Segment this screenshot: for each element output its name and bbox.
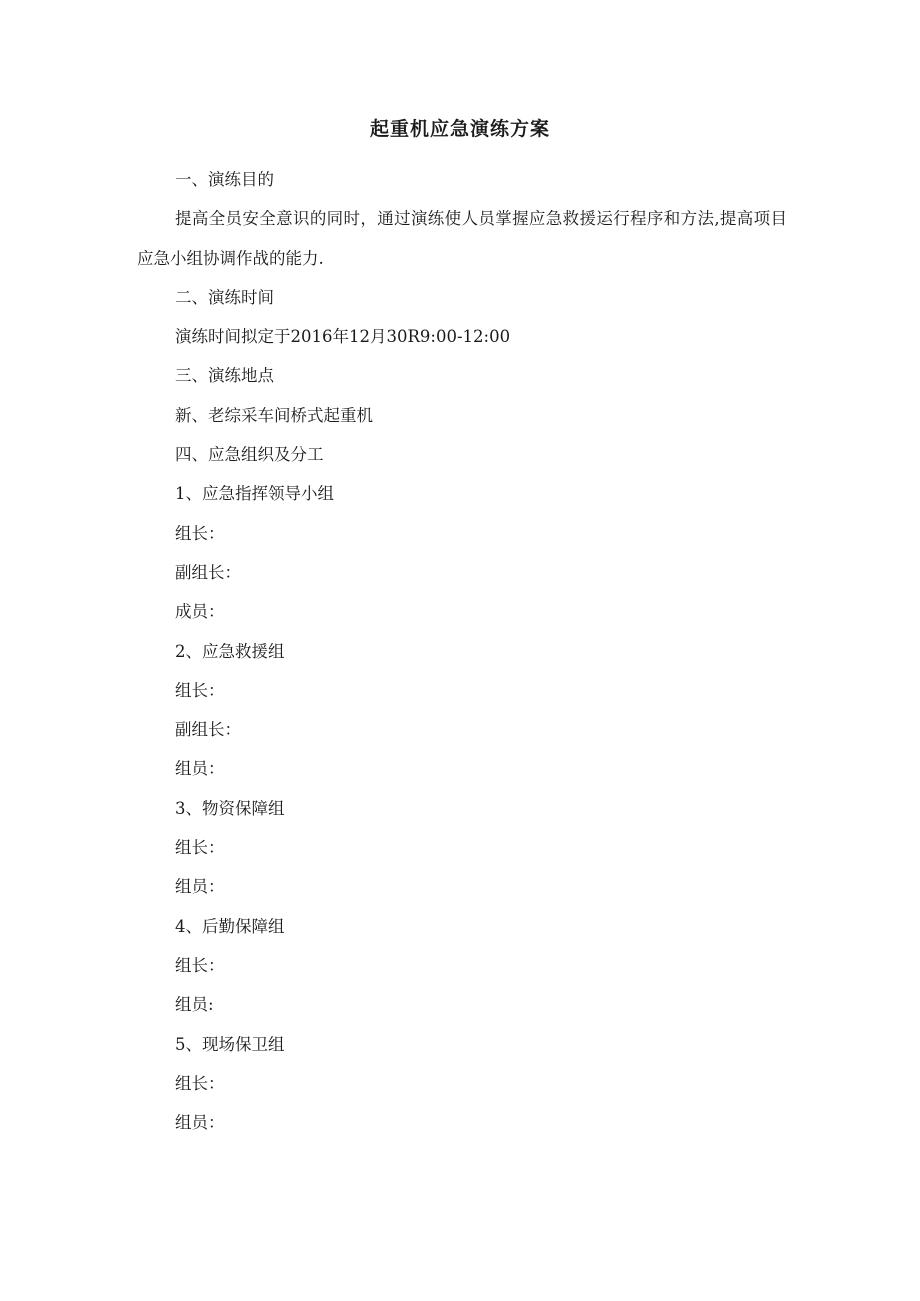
section-body-time: 演练时间拟定于2016年12月30R9:00-12:00 [175,327,511,347]
group-role-deputy: 副组长： [175,720,241,740]
section-heading-purpose: 一、演练目的 [175,170,274,189]
group-role-members: 组员： [175,877,225,897]
group-role-members: 组员： [175,1113,225,1133]
section-body-purpose: 提高全员安全意识的同时，通过演练使人员掌握应急救援运行程序和方法,提高项目应急小组协调作战的能力. [137,209,787,268]
group-role-leader: 组长： [175,838,225,858]
group-role-leader: 组长： [175,680,225,700]
group-role-leader: 组长： [175,523,225,543]
section-heading-location: 三、演练地点 [175,366,274,386]
group-title-rescue: 2、应急救援组 [175,641,285,661]
group-title-logistics: 4、后勤保障组 [175,916,285,936]
group-title-supplies: 3、物资保障组 [175,798,285,818]
group-role-leader: 组长： [175,955,225,975]
section-body-location: 新、老综采车间桥式起重机 [175,405,373,425]
document-body [137,160,787,1142]
group-title-security: 5、现场保卫组 [175,1034,285,1054]
group-role-members: 成员： [175,602,225,622]
group-role-deputy: 副组长： [175,562,241,582]
group-title-command: 1、应急指挥领导小组 [175,484,334,504]
document-title: 起重机应急演练方案 [369,118,550,140]
section-heading-organization: 四、应急组织及分工 [175,445,324,465]
section-heading-time: 二、演练时间 [175,287,274,307]
group-role-leader: 组长： [175,1073,225,1093]
group-role-members: 组员: [175,995,214,1015]
group-role-members: 组员： [175,759,225,779]
